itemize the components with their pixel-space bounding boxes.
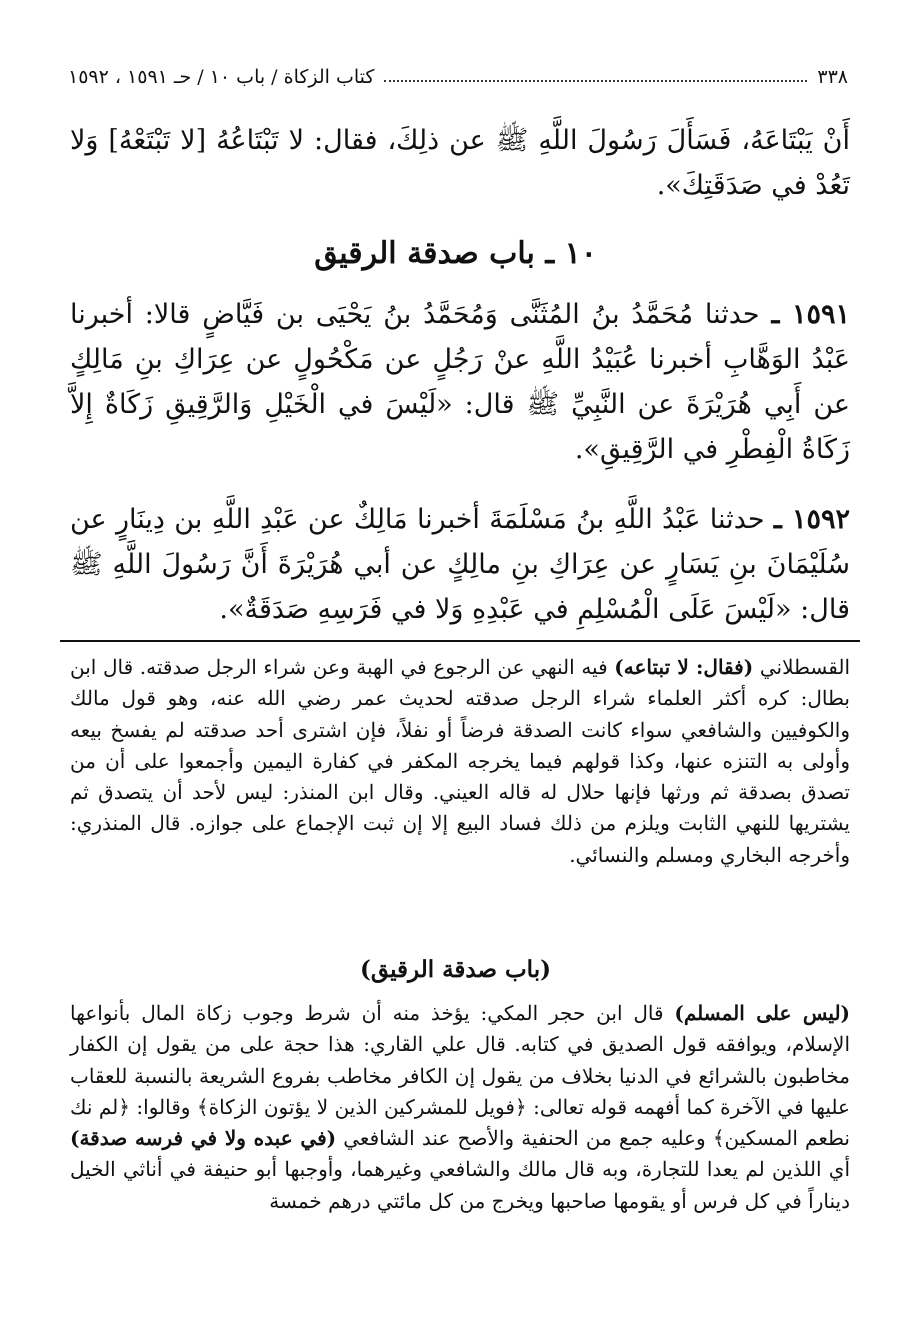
page-number: ٣٣٨ bbox=[817, 66, 848, 88]
hadith-1591 bbox=[70, 292, 850, 472]
commentary-text: فيه النهي عن الرجوع في الهبة وعن شراء الرجل صدقته. قال ابن بطال: كره أكثر العلماء شراء الرجل صدقته لحديث عمر رضي الله عنه، وهو قول مالك والكوفيين والشافعي سواء كانت الصدقة فرضاً أو نفلاً، فإن اشترى أحد صدقته لم يفسخ بيعه وأولى به التنزه عنها، وكذا قولهم فيما يخرجه المكفر في كفارة اليمين وأجمعوا على أن من تصدق بصدقة ثم ورثها فإنها حلال له قاله العيني. وقال ابن المنذر: ليس لأحد أن يتصدق ثم يشتريها للنهي الثابت ويلزم من ذلك فساد البيع إلا إن ثبت الإجماع على جوازه. قال المنذري: وأخرجه البخاري ومسلم والنسائي. bbox=[70, 655, 850, 867]
header-dotted-leader bbox=[384, 80, 807, 82]
quoted-phrase: (ليس على المسلم) bbox=[674, 1001, 851, 1025]
commentator-name: القسطلاني bbox=[759, 655, 851, 679]
commentary-section-title: (باب صدقة الرقيق) bbox=[360, 956, 551, 983]
quoted-phrase: (في عبده ولا في فرسه صدقة) bbox=[70, 1126, 337, 1151]
commentary-text: أي اللذين لم يعدا للتجارة، وبه قال مالك والشافعي وغيرهما، وأوجبها أبو حنيفة في أناثي الخيل ديناراً في كل فرس أو يقومها صاحبها ويخرج من كل مائتي درهم خمسة bbox=[70, 1157, 850, 1213]
footnote-separator bbox=[60, 640, 860, 642]
book-info: كتاب الزكاة / باب ١٠ / حـ ١٥٩١ ، ١٥٩٢ bbox=[68, 66, 375, 88]
hadith-number: ١٥٩١ ـ bbox=[771, 299, 850, 330]
chapter-title: ١٠ ـ باب صدقة الرقيق bbox=[314, 236, 597, 271]
continuation-text: أَنْ يَبْتَاعَهُ، فَسَأَلَ رَسُولَ اللَّهِ ﷺ عن ذلِكَ، فقال: لا تَبْتَاعُهُ [لا تَبْتَعْهُ] وَلا تَعُدْ في صَدَقَتِكَ». bbox=[70, 125, 850, 201]
quoted-phrase: (فقال: لا تبتاعه) bbox=[614, 655, 754, 679]
commentary-text: قال ابن حجر المكي: يؤخذ منه أن شرط وجوب زكاة المال بأنواعها الإسلام، ويوافقه قول الصديق في كتابه. قال علي القاري: هذا حجة على من يقول إن الكفار مخاطبون بالشرائع في الدنيا بخلاف من يقول إن الكافر مخاطب بفروع الشريعة بالنسبة للعقاب عليها في الآخرة كما أفهمه قوله تعالى: ﴿فويل للمشركين الذين لا يؤتون الزكاة﴾ وقالوا: ﴿لم نك نطعم المسكين﴾ وعليه جمع من الحنفية والأصح عند الشافعي bbox=[70, 1001, 850, 1151]
running-header bbox=[68, 58, 848, 88]
hadith-1592 bbox=[70, 497, 850, 632]
hadith-number: ١٥٩٢ ـ bbox=[773, 504, 850, 535]
hadith-text: حدثنا عَبْدُ اللَّهِ بنُ مَسْلَمَةَ أخبرنا مَالِكٌ عن عَبْدِ اللَّهِ بن دِينَارٍ عن سُلَيْمَانَ بنِ يَسَارٍ عن عِرَاكِ بنِ مالِكٍ عن أبي هُرَيْرَةَ أَنَّ رَسُولَ اللَّهِ ﷺ قال: «لَيْسَ عَلَى الْمُسْلِمِ في عَبْدِهِ وَلا في فَرَسِهِ صَدَقَةٌ». bbox=[70, 504, 850, 625]
commentary-block-1 bbox=[70, 652, 850, 871]
hadith-text: حدثنا مُحَمَّدُ بنُ المُثَنَّى وَمُحَمَّدُ بنُ يَحْيَى بن فَيَّاضٍ قالا: أخبرنا عَبْدُ الوَهَّابِ أخبرنا عُبَيْدُ اللَّهِ عنْ رَجُلٍ عن مَكْحُولٍ عن عِرَاكِ بنِ مَالِكٍ عن أَبِي هُرَيْرَةَ عن النَّبِيِّ ﷺ قال: «لَيْسَ في الْخَيْلِ وَالرَّقِيقِ زَكَاةٌ إِلاَّ زَكَاةُ الْفِطْرِ في الرَّقِيقِ». bbox=[70, 299, 850, 465]
previous-hadith-continuation bbox=[70, 118, 850, 208]
commentary-block-2 bbox=[70, 998, 850, 1217]
